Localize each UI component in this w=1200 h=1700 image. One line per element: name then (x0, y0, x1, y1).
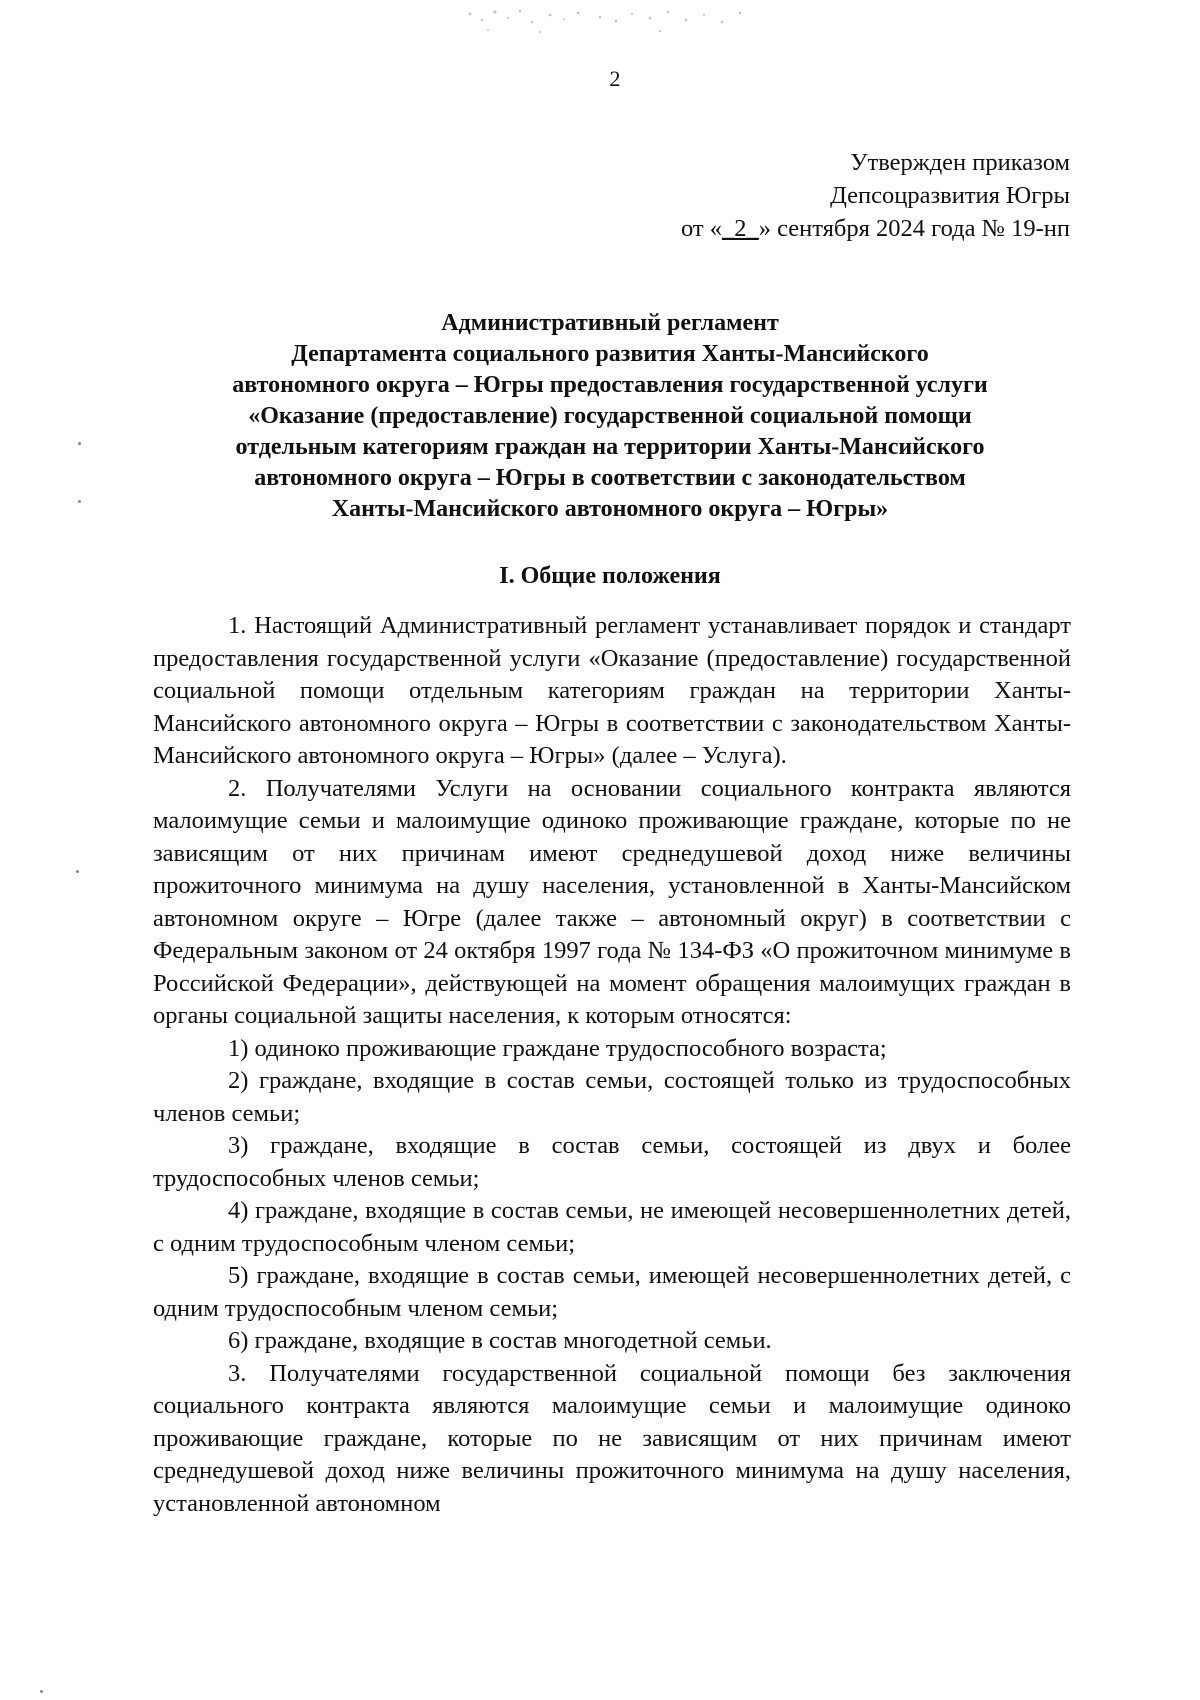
approval-date-suffix: » сентября 2024 года № 19-нп (758, 215, 1070, 242)
approval-date-prefix: от « (680, 215, 722, 242)
approval-day: _2_ (721, 215, 759, 242)
list-item-6: 6) граждане, входящие в состав многодетной семьи. (228, 1327, 772, 1354)
page-number: 2 (609, 66, 621, 91)
document-title (150, 308, 1070, 525)
approval-line-2: Депсоцразвития Югры (830, 182, 1070, 209)
scan-speck (78, 500, 81, 503)
section-heading: I. Общие положения (499, 563, 721, 589)
list-item-1: 1) одиноко проживающие граждане трудоспособного возраста; (228, 1034, 887, 1062)
approval-line-3 (681, 212, 1070, 245)
list-item-3: 3) граждане, входящие в состав семьи, состоящей из двух и более трудоспособных членов семьи; (153, 1132, 1071, 1192)
paragraph-2: 2. Получателями Услуги на основании социального контракта являются малоимущие семьи и малоимущие одиноко проживающие граждане, которые по не зависящим от них причинам имеют среднедушевой доход ниже величины прожиточного минимума на душу населения, установленной в Ханты-Мансийском автономном округе – Югре (далее также – автономный округ) в соответствии с Федеральным законом от 24 октября 1997 года № 134-ФЗ «О прожиточном минимуме в Российской Федерации», действующей на момент обращения малоимущих граждан в органы социальной защиты населения, к которым относятся: (153, 774, 1071, 1029)
document-body (153, 610, 1071, 1520)
list-item-2: 2) граждане, входящие в состав семьи, состоящей только из трудоспособных членов семьи; (153, 1067, 1071, 1127)
paragraph-1: 1. Настоящий Административный регламент устанавливает порядок и стандарт предоставления государственной услуги «Оказание (предоставление) государственной социальной помощи отдельным категориям граждан на территории Ханты-Мансийского автономного округа – Югры в соответствии с законодательством Ханты-Мансийского автономного округа – Югры» (далее – Услуга). (153, 612, 1071, 769)
approval-line-1: Утвержден приказом (850, 149, 1070, 176)
list-item-5: 5) граждане, входящие в состав семьи, имеющей несовершеннолетних детей, с одним трудоспособным членом семьи; (153, 1262, 1071, 1322)
scan-speck (78, 442, 81, 445)
title-line-2: Департамента социального развития Ханты-Мансийского (291, 341, 929, 367)
scan-speck (76, 870, 79, 873)
title-line-4: «Оказание (предоставление) государственной социальной помощи (248, 403, 972, 429)
approval-stamp (681, 146, 1070, 245)
title-line-6: автономного округа – Югры в соответствии с законодательством (254, 465, 966, 491)
title-line-7: Ханты-Мансийского автономного округа – Югры» (331, 496, 889, 522)
title-line-5: отдельным категориям граждан на территории Ханты-Мансийского (235, 434, 985, 460)
scan-speck (40, 1690, 43, 1693)
scan-noise-marks (460, 2, 760, 42)
list-item-4: 4) граждане, входящие в состав семьи, не имеющей несовершеннолетних детей, с одним трудоспособным членом семьи; (153, 1197, 1071, 1257)
paragraph-3: 3. Получателями государственной социальной помощи без заключения социального контракта являются малоимущие семьи и малоимущие одиноко проживающие граждане, которые по не зависящим от них причинам имеют среднедушевой доход ниже величины прожиточного минимума на душу населения, установленной автономном (153, 1359, 1071, 1517)
title-line-1: Административный регламент (441, 310, 779, 336)
title-line-3: автономного округа – Югры предоставления государственной услуги (232, 372, 988, 398)
